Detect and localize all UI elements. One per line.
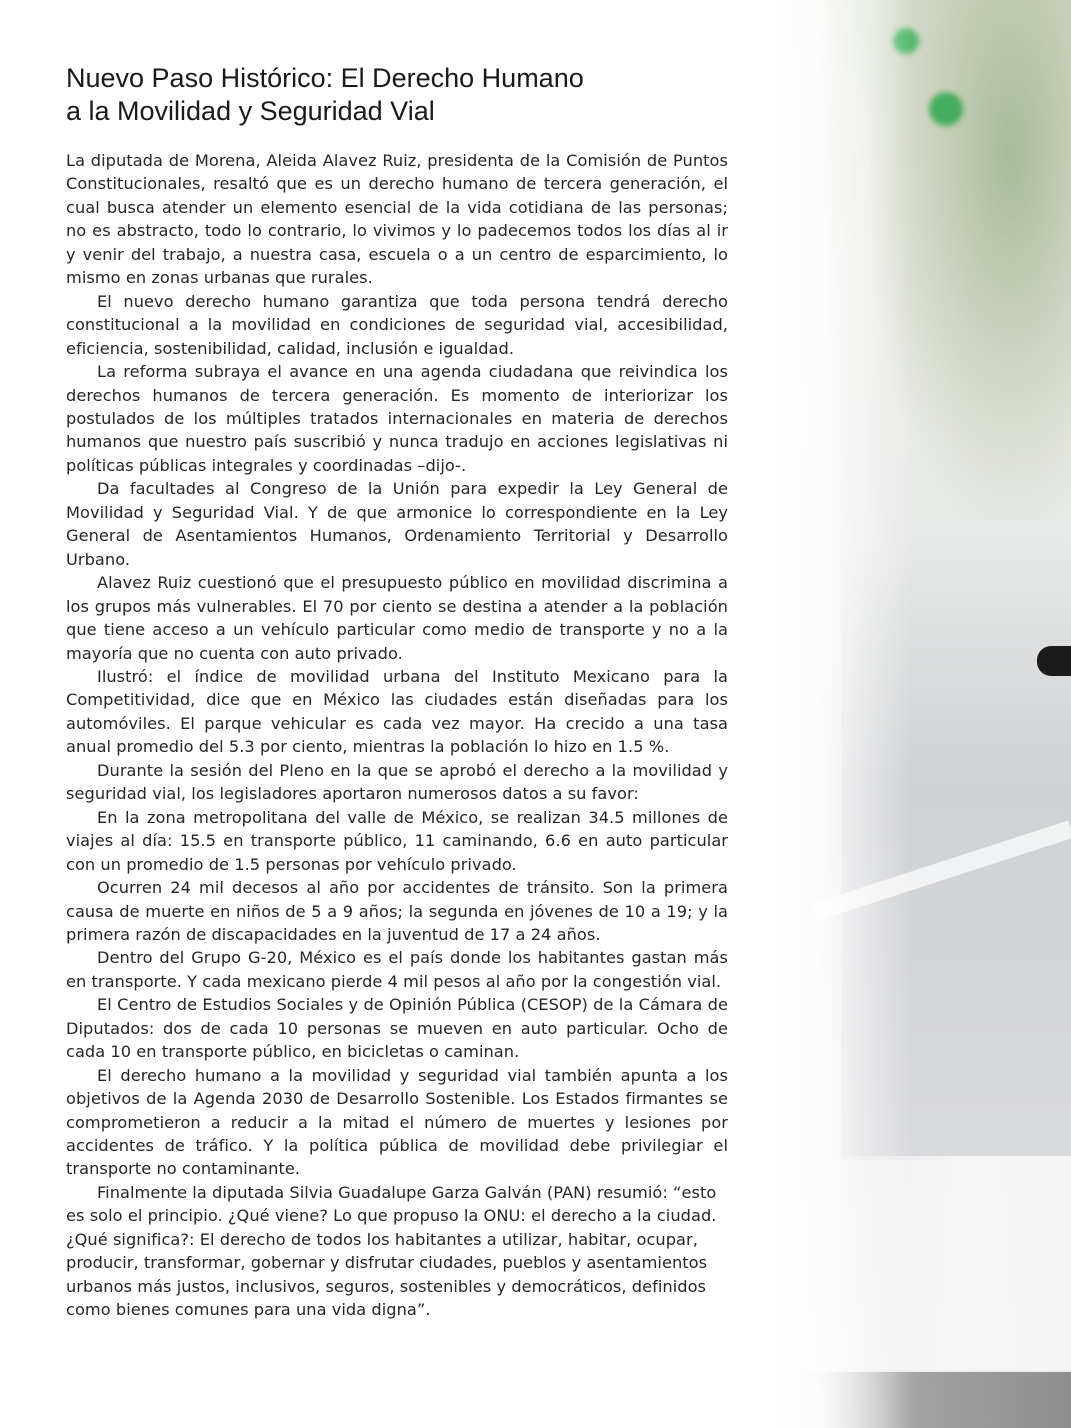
cyclist-helmet bbox=[1037, 646, 1071, 676]
paragraph: Dentro del Grupo G-20, México es el país donde los habitantes gastan más en transporte. Y cada mexicano pierde 4 mil pesos al año por la congestión vial. bbox=[66, 948, 728, 991]
paragraph: Finalmente la diputada Silvia Guadalupe Garza Galván (PAN) resumió: “esto es solo el principio. ¿Qué viene? Lo que propuso la ONU: el derecho a la ciudad. ¿Qué significa?: El derecho de todos los habitantes a utilizar, habitar, ocupar, producir, transformar, gobernar y disfrutar ciudades, pueblos y asentamientos urbanos más justos, inclusivos, seguros, sostenibles y democráticos, definidos como bienes comunes para una vida digna”. bbox=[66, 1182, 717, 1320]
photo-fade bbox=[771, 0, 911, 1428]
article-title bbox=[66, 62, 728, 128]
paragraph: Alavez Ruiz cuestionó que el presupuesto público en movilidad discrimina a los grupos más vulnerables. El 70 por ciento se destina a atender a la población que tiene acceso a un vehículo particular como medio de transporte y no a la mayoría que no cuenta con auto privado. bbox=[66, 573, 728, 663]
paragraph: Durante la sesión del Pleno en la que se aprobó el derecho a la movilidad y seguridad vial, los legisladores aportaron numerosos datos a su favor: bbox=[66, 760, 728, 804]
paragraph: La diputada de Morena, Aleida Alavez Ruiz, presidenta de la Comisión de Puntos Constitucionales, resaltó que es un derecho humano de tercera generación, el cual busca atender un elemento esencial de la vida cotidiana de las personas; no es abstracto, todo lo contrario, lo vivimos y lo padecemos todos los días al ir y venir del trabajo, a nuestra casa, escuela o a un centro de esparcimiento, lo mismo en zonas urbanas que rurales. bbox=[66, 151, 728, 288]
title-line-2: a la Movilidad y Seguridad Vial bbox=[66, 96, 435, 126]
paragraph: Da facultades al Congreso de la Unión para expedir la Ley General de Movilidad y Seguridad Vial. Y de que armonice lo correspondiente en la Ley General de Asentamientos Humanos, Ordenamiento Territorial y Desarrollo Urbano. bbox=[66, 479, 728, 569]
article-body bbox=[66, 149, 728, 1322]
traffic-light-lower bbox=[929, 92, 963, 126]
paragraph: La reforma subraya el avance en una agenda ciudadana que reivindica los derechos humanos de tercera generación. Es momento de interiorizar los postulados de los múltiples tratados internacionales en materia de derechos humanos que nuestro país suscribió y nunca tradujo en acciones legislativas ni políticas públicas integrales y coordinadas –dijo-. bbox=[66, 362, 728, 475]
street-photo bbox=[771, 0, 1071, 1428]
title-line-1: Nuevo Paso Histórico: El Derecho Humano bbox=[66, 63, 584, 93]
paragraph: El nuevo derecho humano garantiza que toda persona tendrá derecho constitucional a la movilidad en condiciones de seguridad vial, accesibilidad, eficiencia, sostenibilidad, calidad, inclusión e igualdad. bbox=[66, 291, 728, 358]
paragraph: En la zona metropolitana del valle de México, se realizan 34.5 millones de viajes al día: 15.5 en transporte público, 11 caminando, 6.6 en auto particular con un promedio de 1.5 personas por vehículo privado. bbox=[66, 807, 728, 874]
paragraph: Ocurren 24 mil decesos al año por accidentes de tránsito. Son la primera causa de muerte en niños de 5 a 9 años; la segunda en jóvenes de 10 a 19; y la primera razón de discapacidades en la juventud de 17 a 24 años. bbox=[66, 878, 728, 944]
article bbox=[66, 62, 728, 1322]
paragraph: Ilustró: el índice de movilidad urbana del Instituto Mexicano para la Competitividad, dice que en México las ciudades están diseñadas para los automóviles. El parque vehicular es cada vez mayor. Ha crecido a una tasa anual promedio del 5.3 por ciento, mientras la población lo hizo en 1.5 %. bbox=[66, 666, 728, 757]
paragraph: El Centro de Estudios Sociales y de Opinión Pública (CESOP) de la Cámara de Diputados: dos de cada 10 personas se mueven en auto particular. Ocho de cada 10 en transporte público, en bicicletas o caminan. bbox=[66, 995, 728, 1062]
paragraph: El derecho humano a la movilidad y seguridad vial también apunta a los objetivos de la Agenda 2030 de Desarrollo Sostenible. Los Estados firmantes se comprometieron a reducir a la mitad el número de muertes y lesiones por accidentes de tráfico. Y la política pública de movilidad debe privilegiar el transporte no contaminante. bbox=[66, 1065, 728, 1179]
